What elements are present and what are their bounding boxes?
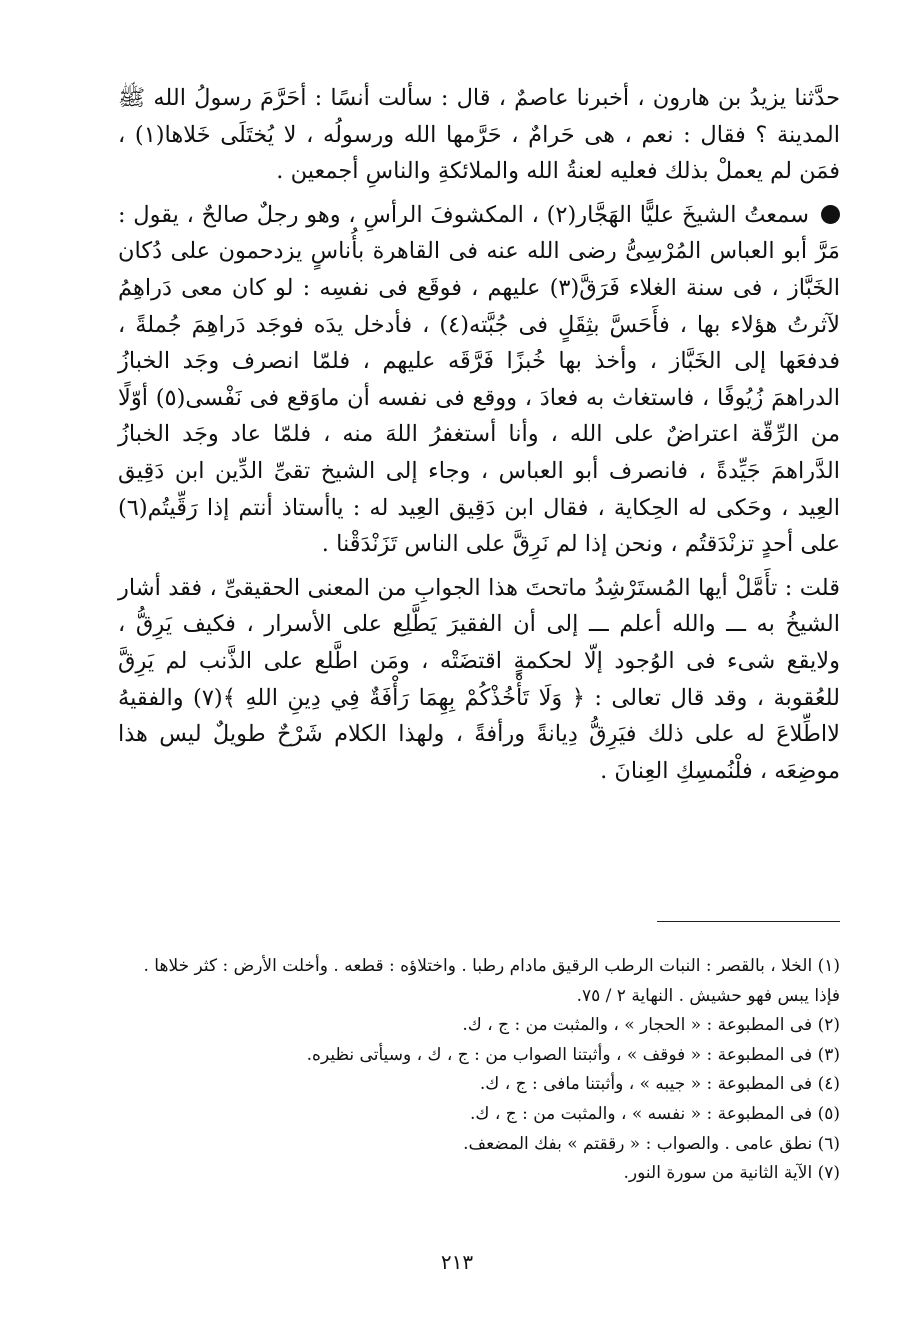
paragraph-text: سمعتُ الشيخَ عليًّا الهَجَّار(٢) ، المكشوفَ الرأسِ ، وهو رجلٌ صالحٌ ، يقول : مَرَّ أبو العباس المُرْسِىُّ رضى الله عنه فى القاهرة بأُناسٍ يزدحمون على دُكان الخَبَّاز ، فى سنة الغلاء فَرَقَّ(٣) عليهم ، فوقَع فى نفسِه : لو كان معى دَراهِمُ لآثرتُ هؤلاء بها ، فأَحَسَّ بثِقَلٍ فى جُبَّته(٤) ، فأدخل يدَه فوجَد دَراهِمَ جُملةً ، فدفعَها إلى الخَبَّاز ، وأخذ بها خُبزًا فَرَّقَه عليهم ، فلمّا انصرف وجَد الخبازُ الدراهمَ زُيُوفًا ، فاستغاث به فعادَ ، ووقع فى نفسه أن ماوَقع فى نَفْسى(٥) أوّلًا من الرِّقّة اعتراضٌ على الله ، وأنا أستغفرُ اللهَ منه ، فلمّا عاد وجَد الخبازُ الدَّراهمَ جَيِّدةً ، فانصرف أبو العباس ، وجاء إلى الشيخ تقىِّ الدِّين ابن دَقِيق العِيد ، وحَكى له الحِكاية ، فقال ابن دَقِيق العِيد له : ياأستاذ أنتم إذا رَقِّيتُم(٦) على أحدٍ تزنْدَقتُم ، ونحن إذا لم نَرِقَّ على الناس تَزَنْدَقْنا .	[118, 201, 840, 558]
footnote: (٧) الآية الثانية من سورة النور.	[623, 1163, 840, 1184]
main-text	[118, 80, 840, 789]
paragraph: قلت : تأَمَّلْ أيها المُستَرْشِدُ ماتحتَ هذا الجوابِ من المعنى الحقيقىِّ ، فقد أشار الشيخُ به ـــ والله أعلم ـــ إلى أن الفقيرَ يَطَّلِع على الأسرار ، فكيف يَرِقُّ ، ولايقع شىء فى الوُجود إلّا لحكمةٍ اقتضَتْه ، ومَن اطَّلع على الذَّنب لم يَرِقَّ للعُقوبة ، وقد قال تعالى : ﴿ وَلَا تَأْخُذْكُمْ بِهِمَا رَأْفَةٌ فِي دِينِ اللهِ ﴾(٧) والفقيهُ لااطِّلاعَ له على ذلك فيَرِقُّ دِيانةً ورأفةً ، ولهذا الكلام شَرْحٌ طويلٌ ليس هذا موضِعَه ، فلْنُمسِكِ العِنانَ .	[118, 574, 840, 784]
paragraph: حدَّثنا يزيدُ بن هارون ، أخبرنا عاصمٌ ، قال : سألت أنسًا : أحَرَّمَ رسولُ الله ﷺ المدينة ؟ فقال : نعم ، هى حَرامٌ ، حَرَّمها الله ورسولُه ، لا يُختَلَى خَلاها(١) ، فمَن لم يعملْ بذلك فعليه لعنةُ الله والملائكةِ والناسِ أجمعين .	[118, 85, 840, 185]
footnote: (٤) فى المطبوعة : « جيبه » ، وأثبتنا مافى : ج ، ك.	[479, 1074, 840, 1095]
footnote-separator	[657, 921, 840, 922]
footnote: (٦) نطق عامى . والصواب : « رققتم » بفك المضعف.	[463, 1133, 840, 1154]
footnote: (١) الخلا ، بالقصر : النبات الرطب الرقيق مادام رطبا . واختلاؤه : قطعه . وأخلت الأرض : كثر خلاها . فإذا يبس فهو حشيش . النهاية ٢ / ٧٥.	[143, 956, 840, 1006]
footnote: (٥) فى المطبوعة : « نفسه » ، والمثبت من : ج ، ك.	[470, 1103, 840, 1124]
paragraph-with-bullet	[118, 197, 840, 563]
footnotes	[118, 952, 840, 1189]
bullet-icon	[821, 205, 840, 224]
page-number: ٢١٣	[440, 1250, 474, 1274]
footnote: (٢) فى المطبوعة : « الحجار » ، والمثبت من : ج ، ك.	[462, 1015, 840, 1036]
footnote: (٣) فى المطبوعة : « فوقف » ، وأثبتنا الصواب من : ج ، ك ، وسيأتى نظيره.	[306, 1044, 840, 1065]
